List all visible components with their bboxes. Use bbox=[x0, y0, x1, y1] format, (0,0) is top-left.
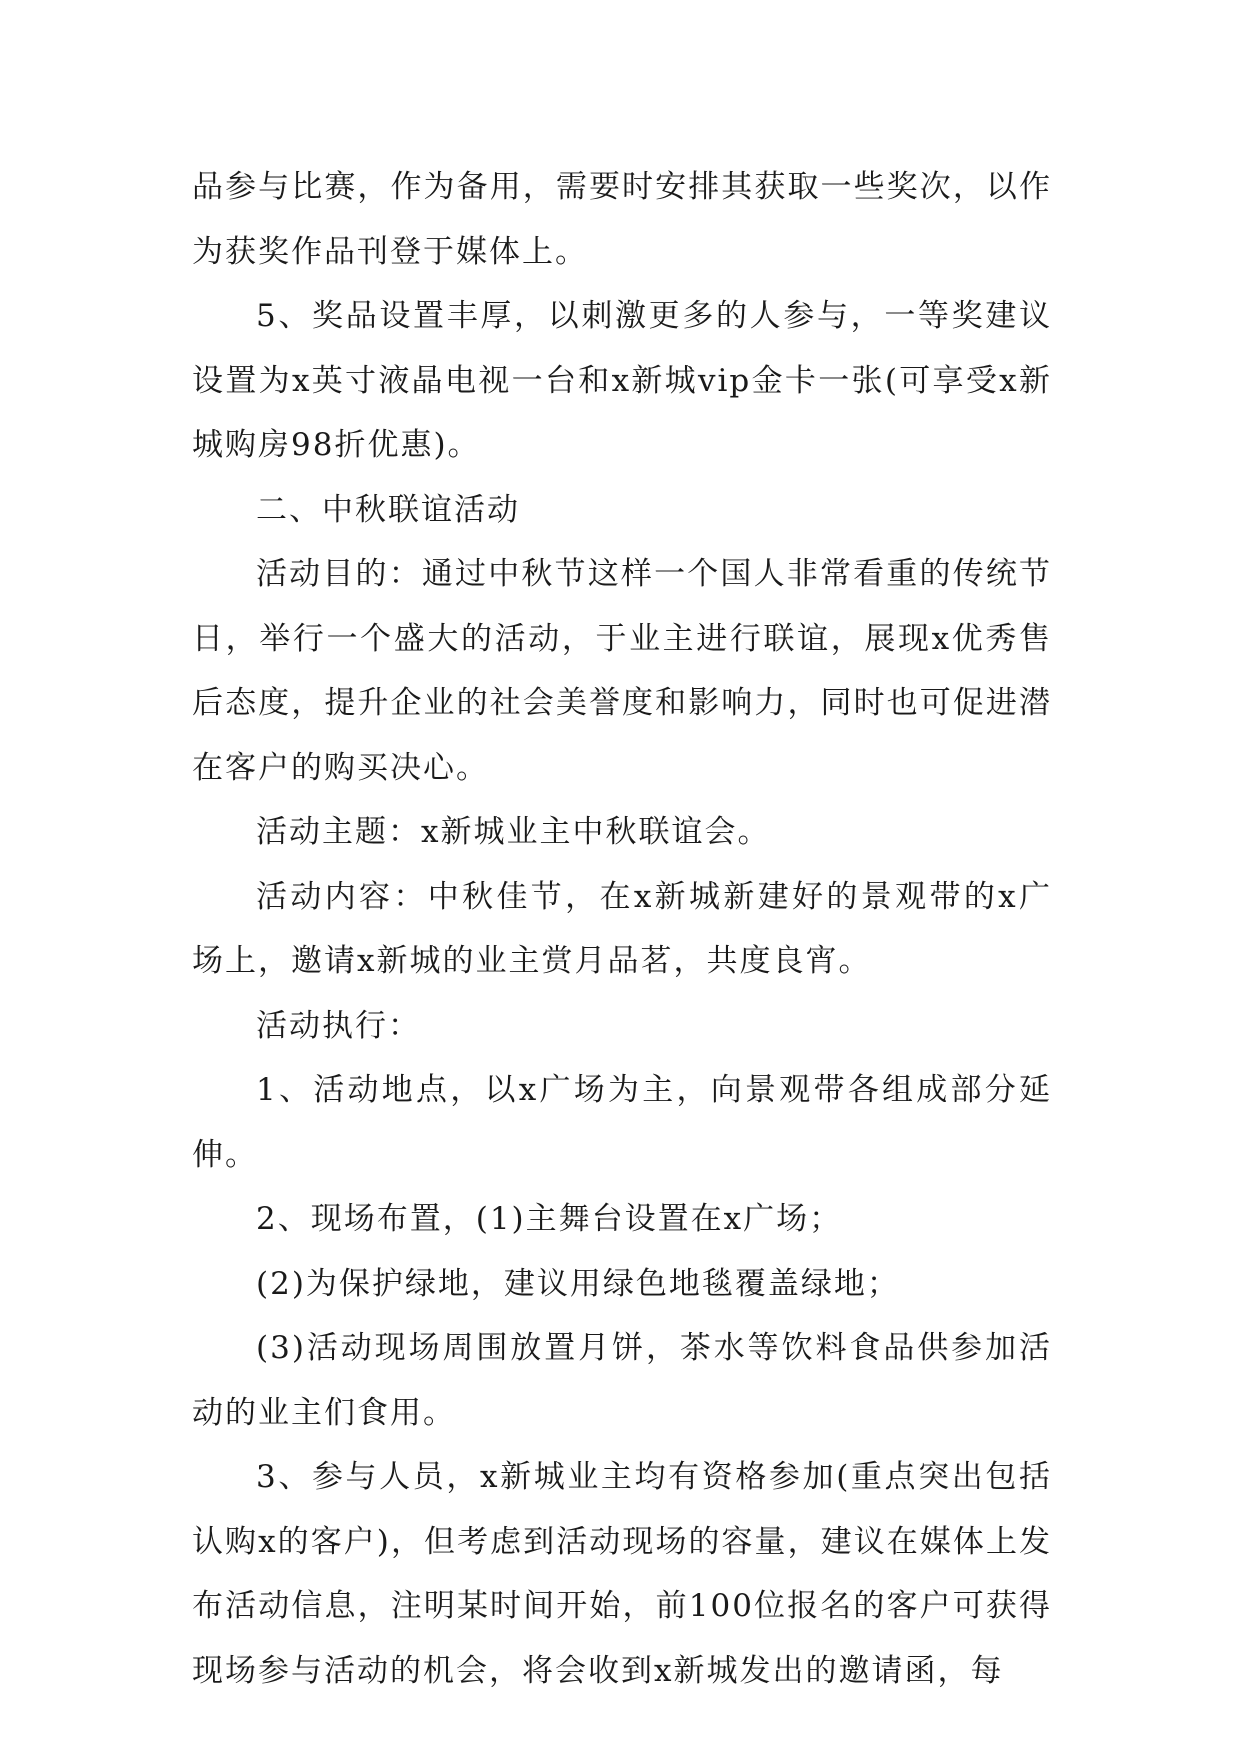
paragraph-activity-purpose: 活动目的：通过中秋节这样一个国人非常看重的传统节日，举行一个盛大的活动，于业主进行联谊，展现x优秀售后态度，提升企业的社会美誉度和影响力，同时也可促进潜在客户的购买决心。 bbox=[192, 556, 1052, 786]
paragraph-continuation: 品参与比赛，作为备用，需要时安排其获取一些奖次，以作为获奖作品刊登于媒体上。 bbox=[192, 169, 1052, 270]
paragraph-participants: 3、参与人员，x新城业主均有资格参加(重点突出包括认购x的客户)，但考虑到活动现场的容量，建议在媒体上发布活动信息，注明某时间开始，前100位报名的客户可获得现场参与活动的机会，将会收到x新城发出的邀请函，每 bbox=[192, 1459, 1052, 1689]
document-body bbox=[192, 155, 1052, 1703]
paragraph-activity-content: 活动内容：中秋佳节，在x新城新建好的景观带的x广场上，邀请x新城的业主赏月品茗，共度良宵。 bbox=[192, 878, 1052, 979]
section-heading-mid-autumn: 二、中秋联谊活动 bbox=[256, 491, 520, 528]
paragraph-site-layout: 2、现场布置，(1)主舞台设置在x广场； bbox=[256, 1201, 843, 1237]
paragraph-activity-theme: 活动主题：x新城业主中秋联谊会。 bbox=[256, 814, 771, 850]
paragraph-activity-execution: 活动执行： bbox=[256, 1007, 421, 1044]
paragraph-green-carpet: (2)为保护绿地，建议用绿色地毯覆盖绿地； bbox=[256, 1265, 900, 1302]
paragraph-prize-setting: 5、奖品设置丰厚，以刺激更多的人参与，一等奖建议设置为x英寸液晶电视一台和x新城vip金卡一张(可享受x新城购房98折优惠)。 bbox=[192, 298, 1052, 463]
paragraph-mooncakes: (3)活动现场周围放置月饼，茶水等饮料食品供参加活动的业主们食用。 bbox=[192, 1330, 1052, 1431]
paragraph-activity-location: 1、活动地点，以x广场为主，向景观带各组成部分延伸。 bbox=[192, 1072, 1052, 1173]
